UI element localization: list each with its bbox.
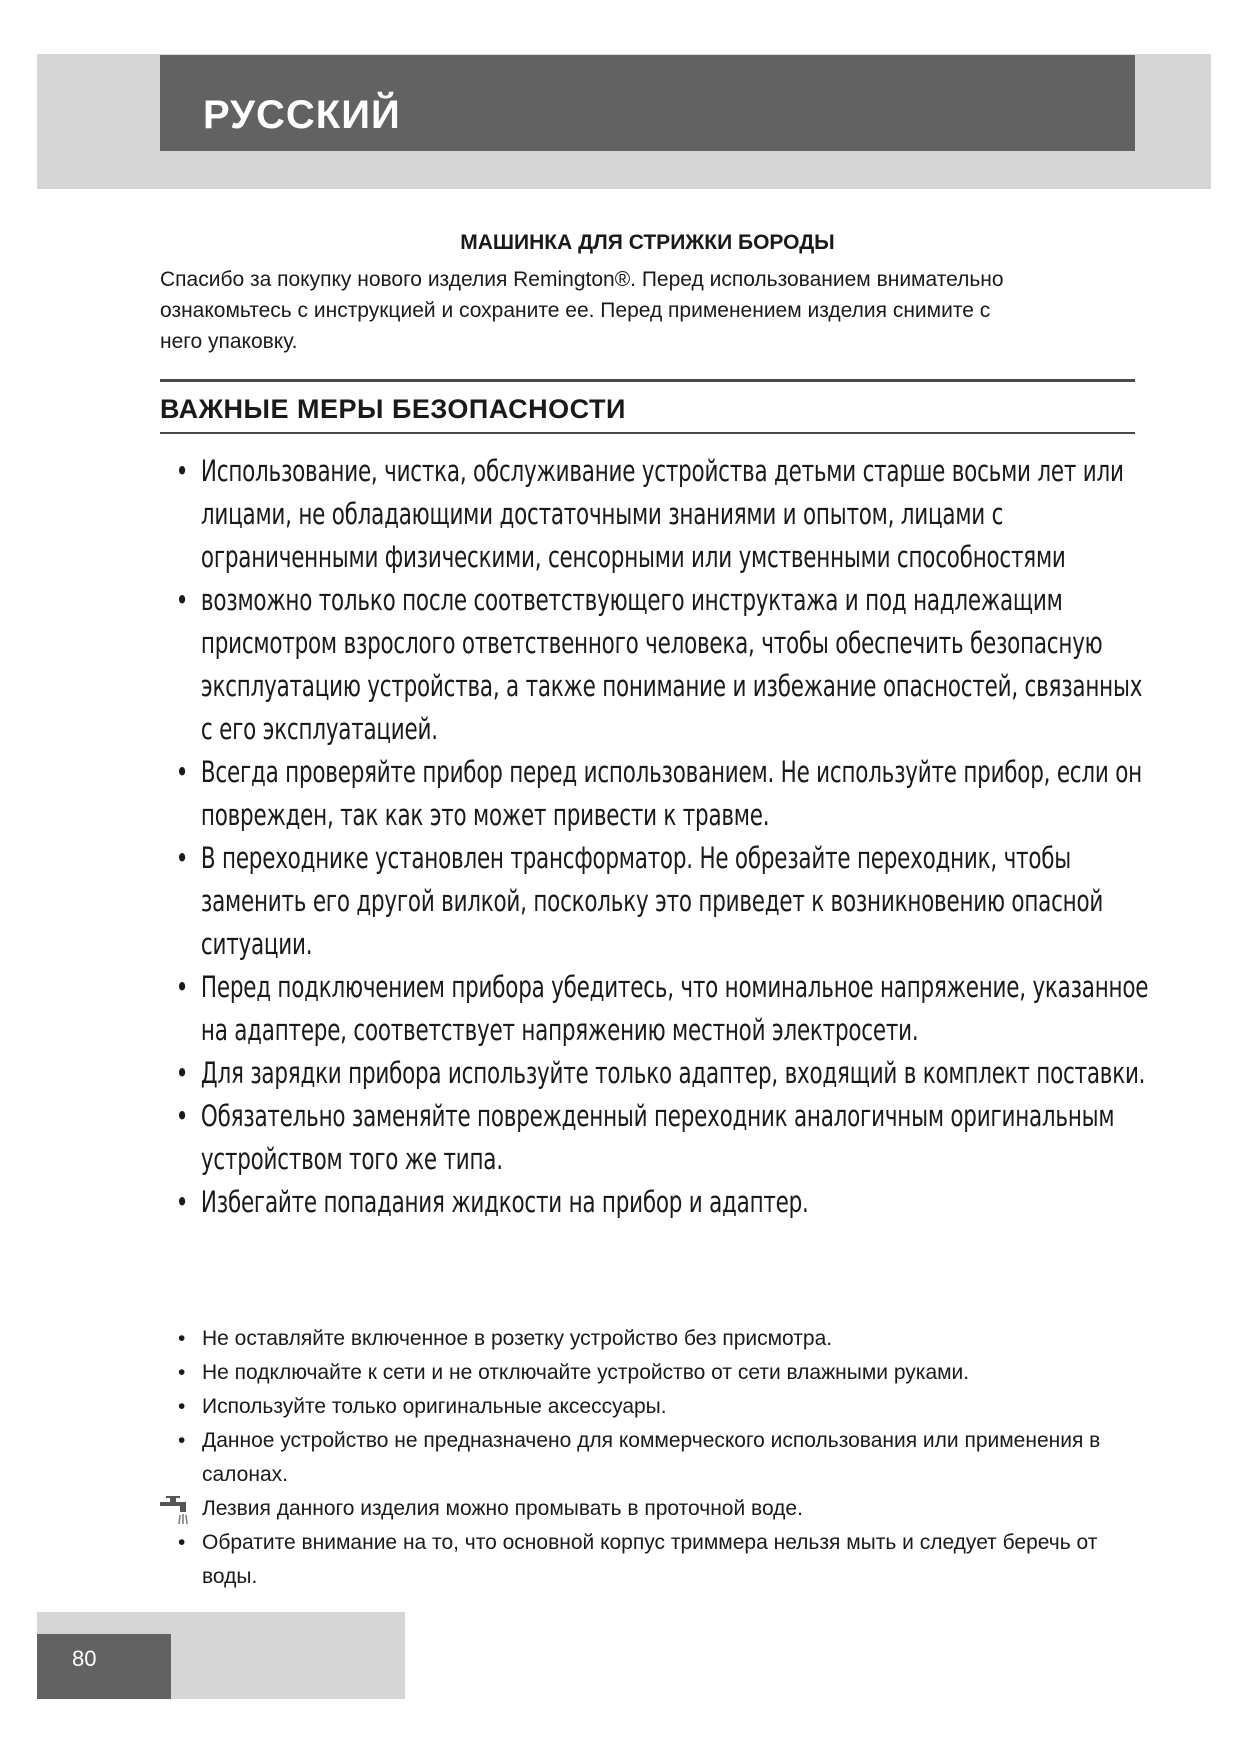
- section-divider-bottom: [160, 432, 1135, 434]
- bullet: •: [175, 454, 189, 488]
- safety-list-small: [172, 1322, 1132, 1594]
- list-item: • возможно только после соответствующего инструктажа и под надлежащим присмотром взрослого ответственного человека, чтобы обеспечить безопасную эксплуатацию устройства, а также понимание и избежание опасностей, связанных с его эксплуатацией.: [158, 579, 1156, 751]
- bullet: •: [178, 1429, 186, 1452]
- list-item: • Не оставляйте включенное в розетку устройство без присмотра.: [172, 1322, 1132, 1356]
- bullet: •: [175, 1056, 189, 1090]
- list-item: • Обратите внимание на то, что основной корпус триммера нельзя мыть и следует беречь от воды.: [172, 1526, 1132, 1594]
- water-tap-icon: [158, 1495, 192, 1525]
- section-title: ВАЖНЫЕ МЕРЫ БЕЗОПАСНОСТИ: [160, 394, 626, 424]
- list-item: • Использование, чистка, обслуживание устройства детьми старше восьми лет или лицами, не обладающими достаточными знаниями и опытом, лицами с ограниченными физическими, сенсорными или умственными способностями: [158, 450, 1156, 579]
- section-divider-top: [160, 379, 1135, 382]
- intro-section: [160, 228, 1135, 357]
- bullet: •: [178, 1361, 186, 1384]
- list-item: • Обязательно заменяйте поврежденный переходник аналогичным оригинальным устройством того же типа.: [158, 1095, 1156, 1181]
- list-item: • Не подключайте к сети и не отключайте устройство от сети влажными руками.: [172, 1356, 1132, 1390]
- bullet: •: [175, 583, 189, 617]
- bullet: •: [175, 970, 189, 1004]
- bullet: •: [178, 1395, 186, 1418]
- intro-line: Спасибо за покупку нового изделия Remington®. Перед использованием внимательно: [160, 268, 1004, 291]
- intro-line: него упаковку.: [160, 330, 298, 353]
- list-item: • Избегайте попадания жидкости на прибор и адаптер.: [158, 1181, 1156, 1224]
- intro-text: [160, 264, 1135, 357]
- bullet: •: [175, 1185, 189, 1219]
- list-item: • Данное устройство не предназначено для коммерческого использования или применения в салонах.: [172, 1424, 1132, 1492]
- bullet: •: [175, 841, 189, 875]
- bullet: •: [178, 1327, 186, 1350]
- page-number: 80: [72, 1646, 97, 1671]
- list-item: • Перед подключением прибора убедитесь, что номинальное напряжение, указанное на адаптере, соответствует напряжению местной электросети.: [158, 966, 1156, 1052]
- list-item: • Для зарядки прибора используйте только адаптер, входящий в комплект поставки.: [158, 1052, 1156, 1095]
- list-item: • Используйте только оригинальные аксессуары.: [172, 1390, 1132, 1424]
- list-item: • Всегда проверяйте прибор перед использованием. Не используйте прибор, если он поврежден, так как это может привести к травме.: [158, 751, 1156, 837]
- safety-list-large: [158, 450, 1149, 1224]
- language-title: РУССКИЙ: [203, 93, 401, 137]
- bullet: •: [178, 1531, 186, 1554]
- product-title: МАШИНКА ДЛЯ СТРИЖКИ БОРОДЫ: [460, 231, 835, 254]
- bullet: •: [175, 755, 189, 789]
- list-item: • В переходнике установлен трансформатор. Не обрезайте переходник, чтобы заменить его другой вилкой, поскольку это приведет к возникновению опасной ситуации.: [158, 837, 1156, 966]
- footer-page-box: [37, 1634, 171, 1699]
- bullet: •: [175, 1099, 189, 1133]
- list-item-tap: Лезвия данного изделия можно промывать в проточной воде.: [172, 1492, 1132, 1526]
- intro-line: ознакомьтесь с инструкцией и сохраните ее. Перед применением изделия снимите с: [160, 299, 991, 322]
